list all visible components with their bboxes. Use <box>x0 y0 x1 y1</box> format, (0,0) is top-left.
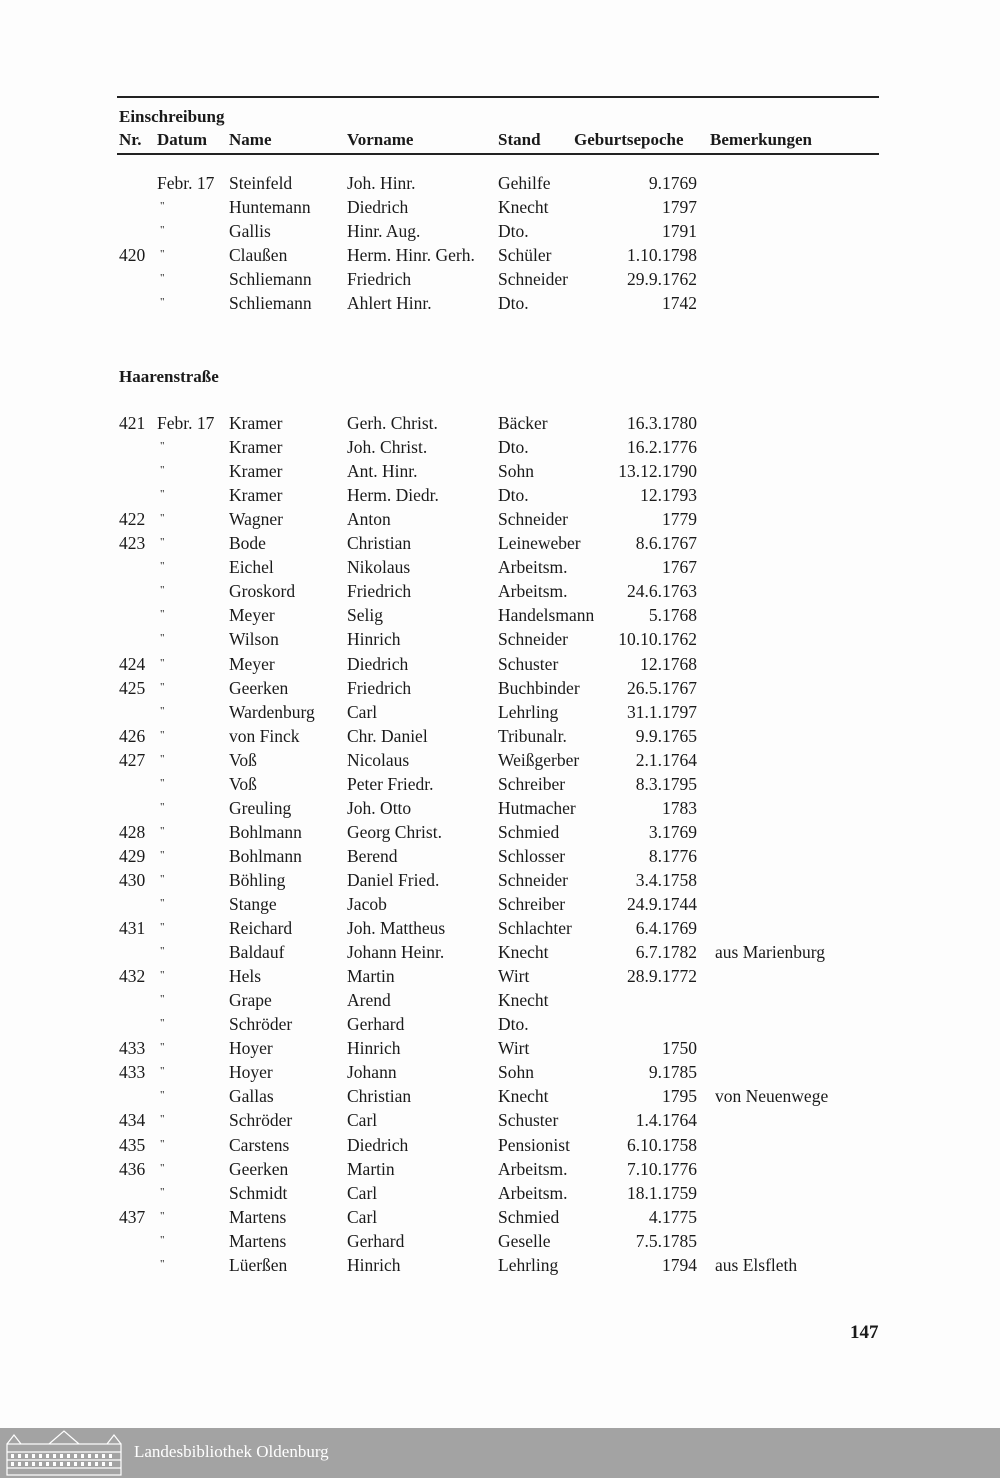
col-header-vorname: Vorname <box>347 130 414 149</box>
cell-datum: " <box>160 488 165 501</box>
cell-stand: Dto. <box>498 1014 529 1035</box>
cell-stand: Schneider <box>498 269 568 289</box>
cell-datum: " <box>160 632 165 645</box>
cell-nr: 433 <box>119 1038 146 1059</box>
cell-nr: 431 <box>119 918 146 939</box>
cell-geburtsepoche: 8.1776 <box>648 845 697 866</box>
table-row <box>0 822 1000 846</box>
cell-vorname: Carl <box>347 701 378 722</box>
cell-name: Kramer <box>229 461 283 482</box>
cell-datum: " <box>160 680 165 693</box>
cell-nr: 421 <box>119 413 146 433</box>
cell-nr: 425 <box>119 677 146 698</box>
table-row <box>0 894 1000 918</box>
cell-vorname: Daniel Fried. <box>347 869 440 890</box>
cell-datum: " <box>160 536 165 549</box>
header-group-label: Einschreibung <box>119 107 225 126</box>
table-row <box>0 173 1000 197</box>
table-row <box>0 966 1000 990</box>
col-header-datum: Datum <box>157 130 208 149</box>
cell-vorname: Arend <box>347 990 391 1011</box>
cell-vorname: Hinr. Aug. <box>347 221 421 241</box>
cell-geburtsepoche: 9.1785 <box>648 1062 697 1083</box>
cell-nr: 427 <box>119 749 146 770</box>
table-row <box>0 293 1000 317</box>
table-row <box>0 437 1000 461</box>
top-rule <box>117 96 879 98</box>
cell-geburtsepoche: 31.1.1797 <box>627 701 697 722</box>
cell-datum: " <box>160 1209 165 1222</box>
cell-datum: " <box>160 848 165 861</box>
cell-geburtsepoche: 1797 <box>662 197 697 217</box>
cell-vorname: Hinrich <box>347 629 401 650</box>
cell-stand: Knecht <box>498 197 549 217</box>
cell-stand: Handelsmann <box>498 605 595 626</box>
cell-geburtsepoche: 29.9.1762 <box>627 269 697 289</box>
cell-vorname: Nicolaus <box>347 749 410 770</box>
cell-nr: 426 <box>119 725 146 746</box>
cell-vorname: Herm. Hinr. Gerh. <box>347 245 475 265</box>
cell-geburtsepoche: 3.4.1758 <box>635 869 697 890</box>
cell-name: von Finck <box>229 725 300 746</box>
cell-vorname: Johann <box>347 1062 397 1083</box>
cell-stand: Arbeitsm. <box>498 557 568 578</box>
cell-geburtsepoche: 5.1768 <box>648 605 697 626</box>
cell-name: Stange <box>229 894 277 914</box>
table-row <box>0 678 1000 702</box>
cell-datum: " <box>160 800 165 813</box>
table-row <box>0 846 1000 870</box>
cell-geburtsepoche: 10.10.1762 <box>618 629 697 650</box>
cell-name: Carstens <box>229 1134 290 1155</box>
cell-stand: Schüler <box>498 245 552 265</box>
table-row <box>0 990 1000 1014</box>
cell-name: Bode <box>229 533 266 554</box>
cell-geburtsepoche: 1767 <box>662 557 697 578</box>
cell-name: Steinfeld <box>229 173 293 193</box>
table-row <box>0 509 1000 533</box>
cell-datum: " <box>160 1089 165 1102</box>
cell-name: Kramer <box>229 485 283 506</box>
library-building-icon <box>4 1430 124 1476</box>
cell-name: Huntemann <box>229 197 311 217</box>
cell-vorname: Peter Friedr. <box>347 773 434 794</box>
cell-name: Wilson <box>229 629 279 650</box>
cell-stand: Dto. <box>498 221 529 241</box>
table-row <box>0 774 1000 798</box>
cell-name: Voß <box>229 773 257 794</box>
cell-stand: Schneider <box>498 629 568 650</box>
cell-nr: 422 <box>119 509 146 530</box>
cell-name: Kramer <box>229 413 283 433</box>
cell-geburtsepoche: 6.7.1782 <box>635 942 697 963</box>
cell-geburtsepoche: 12.1768 <box>640 653 697 674</box>
cell-geburtsepoche: 1794 <box>662 1254 697 1275</box>
table-row <box>0 413 1000 437</box>
cell-geburtsepoche: 8.6.1767 <box>635 533 697 554</box>
cell-nr: 435 <box>119 1134 146 1155</box>
cell-vorname: Ahlert Hinr. <box>347 293 432 313</box>
cell-datum: " <box>160 464 165 477</box>
cell-name: Schröder <box>229 1110 293 1131</box>
cell-datum: " <box>160 248 165 260</box>
cell-stand: Pensionist <box>498 1134 570 1155</box>
cell-datum: " <box>160 584 165 597</box>
table-row <box>0 461 1000 485</box>
cell-name: Meyer <box>229 605 275 626</box>
cell-geburtsepoche: 7.10.1776 <box>627 1158 697 1179</box>
cell-vorname: Gerh. Christ. <box>347 413 438 433</box>
cell-stand: Dto. <box>498 485 529 506</box>
cell-geburtsepoche: 24.6.1763 <box>627 581 697 602</box>
cell-vorname: Hinrich <box>347 1038 401 1059</box>
cell-datum: " <box>160 1233 165 1246</box>
cell-datum: " <box>160 1065 165 1078</box>
cell-datum: " <box>160 776 165 789</box>
cell-nr: 433 <box>119 1062 146 1083</box>
cell-stand: Knecht <box>498 942 549 963</box>
cell-geburtsepoche: 1795 <box>662 1086 697 1107</box>
cell-nr: 437 <box>119 1206 146 1227</box>
cell-vorname: Christian <box>347 1086 412 1107</box>
cell-datum: " <box>160 1137 165 1150</box>
table-row <box>0 1183 1000 1207</box>
cell-geburtsepoche: 1.10.1798 <box>627 245 697 265</box>
table-row <box>0 870 1000 894</box>
cell-name: Hoyer <box>229 1062 273 1083</box>
cell-name: Hels <box>229 966 262 987</box>
cell-bemerkungen: aus Elsfleth <box>715 1254 798 1275</box>
cell-stand: Schlosser <box>498 845 566 866</box>
cell-vorname: Ant. Hinr. <box>347 461 418 482</box>
cell-stand: Weißgerber <box>498 749 580 770</box>
cell-vorname: Gerhard <box>347 1230 405 1251</box>
cell-name: Böhling <box>229 869 286 890</box>
cell-geburtsepoche: 8.3.1795 <box>635 773 697 794</box>
cell-name: Wagner <box>229 509 283 530</box>
cell-vorname: Friedrich <box>347 269 412 289</box>
cell-datum: " <box>160 824 165 837</box>
cell-stand: Schmied <box>498 821 560 842</box>
cell-vorname: Joh. Otto <box>347 797 412 818</box>
footer-library-label: Landesbibliothek Oldenburg <box>134 1442 329 1461</box>
cell-stand: Geselle <box>498 1230 551 1251</box>
cell-nr: 430 <box>119 869 146 890</box>
cell-name: Martens <box>229 1206 287 1227</box>
table-row <box>0 197 1000 221</box>
cell-geburtsepoche: 1791 <box>662 221 697 241</box>
cell-vorname: Gerhard <box>347 1014 405 1035</box>
col-header-nr: Nr. <box>119 130 142 149</box>
cell-datum: " <box>160 752 165 765</box>
cell-datum: " <box>160 512 165 525</box>
cell-geburtsepoche: 28.9.1772 <box>627 966 697 987</box>
cell-datum: " <box>160 704 165 717</box>
cell-vorname: Joh. Mattheus <box>347 918 446 939</box>
cell-datum: " <box>160 656 165 669</box>
cell-stand: Arbeitsm. <box>498 1158 568 1179</box>
cell-datum: " <box>160 272 165 284</box>
cell-stand: Schuster <box>498 653 559 674</box>
cell-vorname: Carl <box>347 1110 378 1131</box>
cell-vorname: Joh. Hinr. <box>347 173 416 193</box>
cell-vorname: Johann Heinr. <box>347 942 445 963</box>
table-row <box>0 1086 1000 1110</box>
cell-nr: 436 <box>119 1158 146 1179</box>
cell-name: Bohlmann <box>229 821 302 842</box>
cell-datum: " <box>160 224 165 236</box>
cell-vorname: Chr. Daniel <box>347 725 428 746</box>
cell-name: Schliemann <box>229 269 312 289</box>
cell-stand: Lehrling <box>498 1254 559 1275</box>
cell-geburtsepoche: 1750 <box>662 1038 697 1059</box>
cell-name: Wardenburg <box>229 701 315 722</box>
cell-vorname: Georg Christ. <box>347 821 442 842</box>
table-row <box>0 1231 1000 1255</box>
cell-stand: Schlachter <box>498 918 572 939</box>
cell-name: Grape <box>229 990 272 1011</box>
cell-name: Voß <box>229 749 257 770</box>
cell-name: Reichard <box>229 918 293 939</box>
cell-stand: Gehilfe <box>498 173 551 193</box>
cell-stand: Schreiber <box>498 773 566 794</box>
cell-bemerkungen: aus Marienburg <box>715 942 825 963</box>
cell-stand: Knecht <box>498 990 549 1011</box>
cell-name: Schmidt <box>229 1182 288 1203</box>
cell-geburtsepoche: 1779 <box>662 509 697 530</box>
cell-datum: " <box>160 872 165 885</box>
table-row <box>0 269 1000 293</box>
cell-stand: Dto. <box>498 293 529 313</box>
cell-vorname: Carl <box>347 1206 378 1227</box>
cell-name: Meyer <box>229 653 275 674</box>
cell-datum: " <box>160 1161 165 1174</box>
table-row <box>0 654 1000 678</box>
cell-geburtsepoche: 24.9.1744 <box>627 894 697 914</box>
cell-vorname: Berend <box>347 845 398 866</box>
table-row <box>0 1135 1000 1159</box>
cell-vorname: Herm. Diedr. <box>347 485 439 506</box>
cell-name: Geerken <box>229 677 289 698</box>
cell-name: Greuling <box>229 797 292 818</box>
cell-geburtsepoche: 16.2.1776 <box>627 437 697 458</box>
cell-name: Baldauf <box>229 942 285 963</box>
cell-stand: Schneider <box>498 509 568 530</box>
cell-datum: " <box>160 1185 165 1198</box>
cell-stand: Arbeitsm. <box>498 1182 568 1203</box>
table-row <box>0 245 1000 269</box>
cell-name: Eichel <box>229 557 274 578</box>
col-header-stand: Stand <box>498 130 541 149</box>
cell-vorname: Hinrich <box>347 1254 401 1275</box>
cell-geburtsepoche: 18.1.1759 <box>627 1182 697 1203</box>
col-header-name: Name <box>229 130 272 149</box>
cell-geburtsepoche: 9.1769 <box>648 173 697 193</box>
cell-vorname: Nikolaus <box>347 557 411 578</box>
cell-datum: " <box>160 560 165 573</box>
cell-vorname: Joh. Christ. <box>347 437 428 458</box>
table-row <box>0 942 1000 966</box>
table-row <box>0 798 1000 822</box>
cell-name: Bohlmann <box>229 845 302 866</box>
cell-geburtsepoche: 3.1769 <box>648 821 697 842</box>
cell-name: Claußen <box>229 245 288 265</box>
cell-bemerkungen: von Neuenwege <box>715 1086 829 1107</box>
footer-bar <box>0 1428 1000 1478</box>
cell-datum: " <box>160 993 165 1006</box>
cell-vorname: Selig <box>347 605 383 626</box>
cell-vorname: Martin <box>347 966 395 987</box>
table-row <box>0 750 1000 774</box>
cell-datum: Febr. 17 <box>157 413 215 433</box>
cell-stand: Arbeitsm. <box>498 581 568 602</box>
cell-datum: " <box>160 1017 165 1030</box>
table-row <box>0 221 1000 245</box>
cell-datum: " <box>160 945 165 958</box>
table-row <box>0 726 1000 750</box>
cell-datum: " <box>160 440 165 453</box>
table-row <box>0 581 1000 605</box>
section-title: Haarenstraße <box>119 367 219 386</box>
table-row <box>0 1159 1000 1183</box>
cell-name: Gallis <box>229 221 271 241</box>
table-row <box>0 1062 1000 1086</box>
cell-stand: Buchbinder <box>498 677 580 698</box>
cell-stand: Hutmacher <box>498 797 576 818</box>
cell-stand: Schneider <box>498 869 568 890</box>
cell-datum: " <box>160 296 165 308</box>
cell-name: Kramer <box>229 437 283 458</box>
table-row <box>0 1207 1000 1231</box>
cell-vorname: Diedrich <box>347 653 409 674</box>
cell-geburtsepoche: 6.4.1769 <box>635 918 697 939</box>
cell-geburtsepoche: 7.5.1785 <box>635 1230 697 1251</box>
cell-geburtsepoche: 1742 <box>662 293 697 313</box>
cell-datum: " <box>160 1113 165 1126</box>
cell-name: Martens <box>229 1230 287 1251</box>
cell-stand: Tribunalr. <box>498 725 567 746</box>
cell-stand: Dto. <box>498 437 529 458</box>
cell-vorname: Diedrich <box>347 197 409 217</box>
table-row <box>0 557 1000 581</box>
cell-datum: Febr. 17 <box>157 173 215 193</box>
cell-nr: 423 <box>119 533 146 554</box>
cell-name: Schröder <box>229 1014 293 1035</box>
cell-stand: Leineweber <box>498 533 581 554</box>
table-row <box>0 533 1000 557</box>
cell-datum: " <box>160 897 165 909</box>
cell-geburtsepoche: 1783 <box>662 797 697 818</box>
table-row <box>0 1014 1000 1038</box>
header-rule <box>117 153 879 155</box>
cell-geburtsepoche: 16.3.1780 <box>627 413 697 433</box>
cell-vorname: Carl <box>347 1182 378 1203</box>
cell-vorname: Anton <box>347 509 391 530</box>
table-row <box>0 702 1000 726</box>
cell-vorname: Jacob <box>347 894 387 914</box>
cell-stand: Wirt <box>498 1038 530 1059</box>
cell-name: Hoyer <box>229 1038 273 1059</box>
cell-name: Lüerßen <box>229 1254 288 1275</box>
page-number: 147 <box>850 1322 879 1343</box>
cell-stand: Knecht <box>498 1086 549 1107</box>
cell-stand: Schreiber <box>498 894 566 914</box>
cell-geburtsepoche: 2.1.1764 <box>635 749 697 770</box>
cell-nr: 420 <box>119 245 146 265</box>
cell-vorname: Christian <box>347 533 412 554</box>
cell-nr: 434 <box>119 1110 146 1131</box>
cell-name: Schliemann <box>229 293 312 313</box>
table-row <box>0 918 1000 942</box>
cell-stand: Schuster <box>498 1110 559 1131</box>
cell-datum: " <box>160 1041 165 1054</box>
cell-nr: 424 <box>119 653 146 674</box>
cell-datum: " <box>160 1257 165 1270</box>
col-header-geburtsepoche: Geburtsepoche <box>574 130 684 149</box>
col-header-bemerkungen: Bemerkungen <box>710 130 812 149</box>
cell-vorname: Martin <box>347 1158 395 1179</box>
cell-stand: Schmied <box>498 1206 560 1227</box>
cell-stand: Sohn <box>498 461 534 482</box>
cell-stand: Wirt <box>498 966 530 987</box>
cell-datum: " <box>160 608 165 621</box>
table-row <box>0 1255 1000 1279</box>
cell-nr: 428 <box>119 821 146 842</box>
cell-datum: " <box>160 921 165 934</box>
cell-geburtsepoche: 1.4.1764 <box>635 1110 697 1131</box>
cell-datum: " <box>160 969 165 982</box>
table-row <box>0 1110 1000 1134</box>
table-row <box>0 629 1000 653</box>
cell-name: Groskord <box>229 581 296 602</box>
table-row <box>0 1038 1000 1062</box>
table-row <box>0 605 1000 629</box>
cell-stand: Bäcker <box>498 413 548 433</box>
cell-geburtsepoche: 6.10.1758 <box>627 1134 697 1155</box>
cell-geburtsepoche: 12.1793 <box>640 485 697 506</box>
cell-datum: " <box>160 200 165 212</box>
cell-vorname: Friedrich <box>347 581 412 602</box>
cell-name: Geerken <box>229 1158 289 1179</box>
cell-geburtsepoche: 26.5.1767 <box>627 677 697 698</box>
cell-geburtsepoche: 9.9.1765 <box>635 725 697 746</box>
cell-datum: " <box>160 728 165 741</box>
table-row <box>0 485 1000 509</box>
cell-geburtsepoche: 4.1775 <box>648 1206 697 1227</box>
cell-vorname: Friedrich <box>347 677 412 698</box>
cell-vorname: Diedrich <box>347 1134 409 1155</box>
cell-stand: Sohn <box>498 1062 534 1083</box>
cell-name: Gallas <box>229 1086 274 1107</box>
cell-nr: 432 <box>119 966 146 987</box>
cell-geburtsepoche: 13.12.1790 <box>618 461 697 482</box>
cell-stand: Lehrling <box>498 701 559 722</box>
cell-nr: 429 <box>119 845 146 866</box>
